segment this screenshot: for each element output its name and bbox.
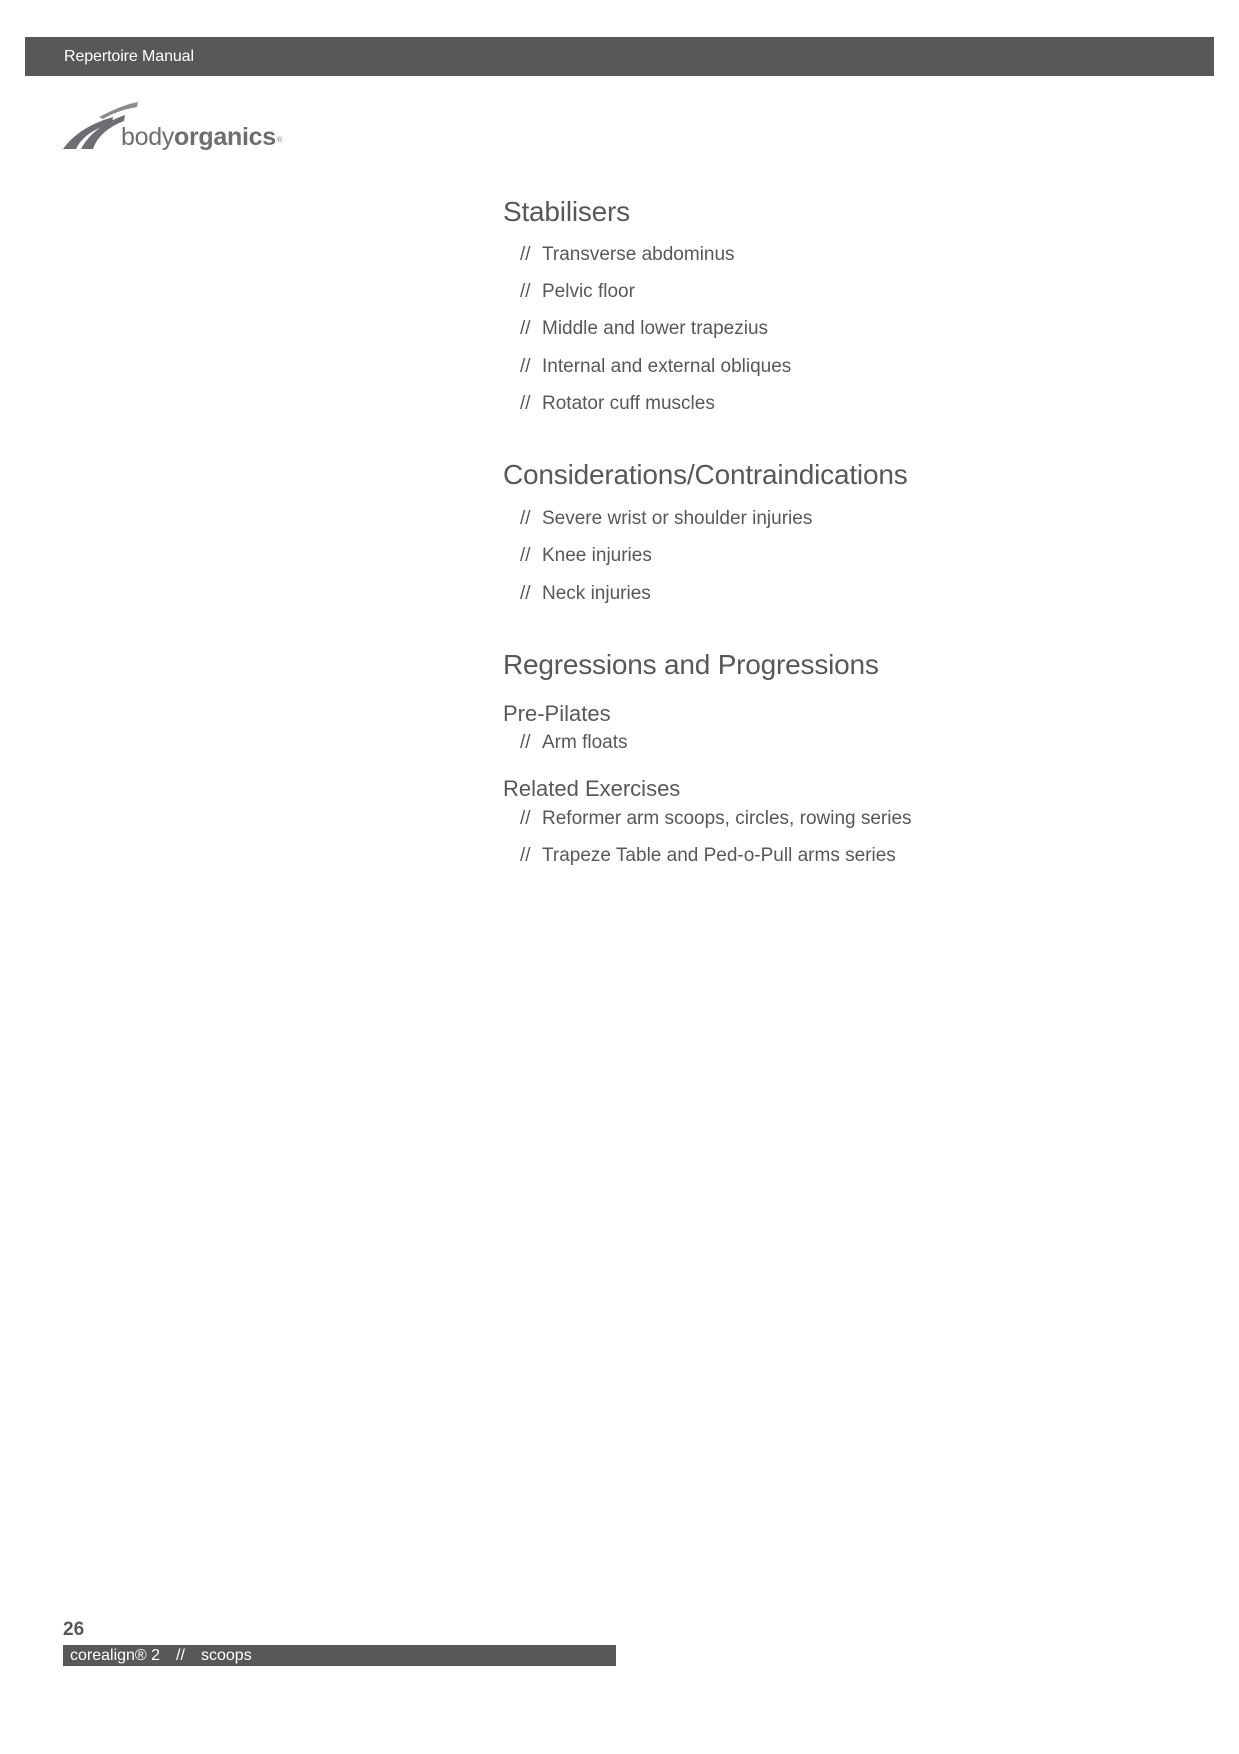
subheading-pre-pilates: Pre-Pilates (503, 701, 611, 726)
list-item (520, 808, 912, 830)
list-marker: // (520, 281, 531, 302)
list-marker: // (520, 583, 531, 604)
list-item-text: Internal and external obliques (542, 356, 792, 377)
list-marker: // (520, 393, 531, 414)
page-number: 26 (63, 1619, 85, 1640)
list-item-text: Arm floats (542, 732, 628, 753)
list-marker: // (520, 808, 531, 829)
logo-reg-mark: ® (276, 137, 282, 144)
subheading-related-exercises: Related Exercises (503, 776, 681, 801)
list-marker: // (520, 318, 531, 339)
list-item-text: Knee injuries (542, 545, 652, 566)
list-item-text: Pelvic floor (542, 281, 635, 302)
list-marker: // (520, 845, 531, 866)
list-item (520, 583, 651, 605)
list-marker: // (520, 244, 531, 265)
logo (63, 99, 283, 155)
list-item (520, 318, 768, 340)
footer-separator: // (176, 1647, 185, 1664)
list-item-text: Severe wrist or shoulder injuries (542, 508, 813, 529)
list-marker: // (520, 508, 531, 529)
list-item-text: Rotator cuff muscles (542, 393, 715, 414)
logo-word-body: body (121, 123, 175, 151)
list-item-text: Transverse abdominus (542, 244, 735, 265)
footer-product: corealign® 2 (70, 1647, 161, 1664)
list-item (520, 732, 628, 754)
list-marker: // (520, 356, 531, 377)
list-item (520, 393, 715, 415)
list-item-text: Middle and lower trapezius (542, 318, 769, 339)
list-item-text: Neck injuries (542, 583, 651, 604)
list-marker: // (520, 545, 531, 566)
list-item (520, 845, 896, 867)
section-heading-stabilisers: Stabilisers (503, 196, 630, 227)
logo-wordmark (121, 123, 282, 151)
footer-bar (63, 1645, 616, 1666)
list-item (520, 244, 735, 266)
header-bar (25, 37, 1214, 76)
list-item-text: Trapeze Table and Ped-o-Pull arms series (542, 845, 896, 866)
logo-word-organics: organics (174, 123, 276, 151)
list-item (520, 356, 791, 378)
header-title: Repertoire Manual (64, 48, 194, 65)
list-marker: // (520, 732, 531, 753)
list-item-text: Reformer arm scoops, circles, rowing series (542, 808, 912, 829)
list-item (520, 545, 652, 567)
footer-exercise: scoops (201, 1647, 252, 1664)
list-item (520, 508, 812, 530)
section-heading-considerations: Considerations/Contraindications (503, 459, 908, 490)
section-heading-regressions: Regressions and Progressions (503, 649, 879, 680)
list-item (520, 281, 635, 303)
